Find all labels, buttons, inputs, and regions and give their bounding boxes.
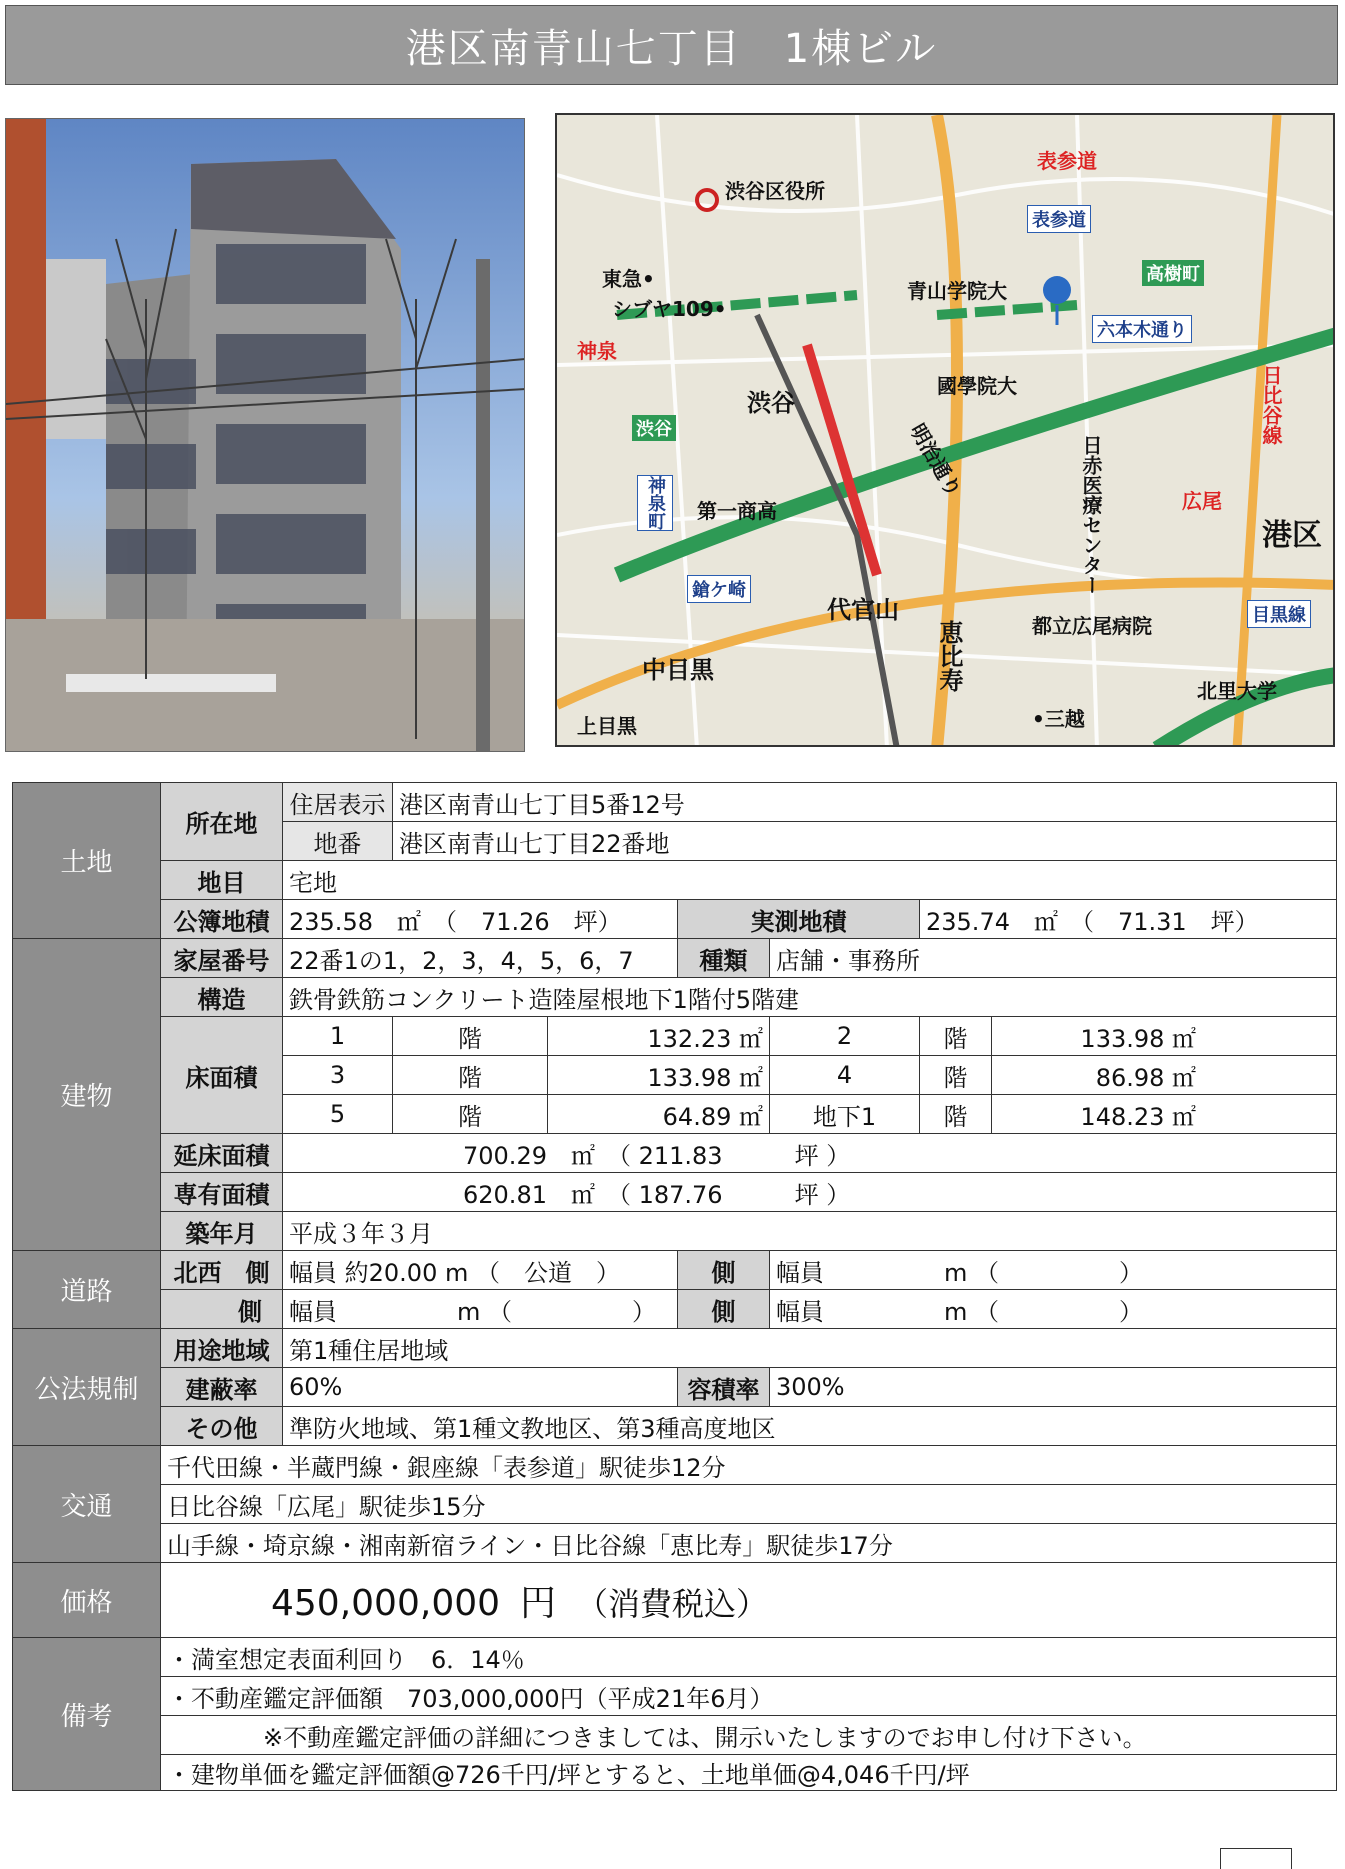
location-header: 所在地 <box>161 783 283 861</box>
table-row <box>13 1563 1337 1638</box>
residence-value: 港区南青山七丁目5番12号 <box>393 783 1337 822</box>
transport-line: 千代田線・半蔵門線・銀座線「表参道」駅徒歩12分 <box>161 1446 1337 1485</box>
remark-line: ・建物単価を鑑定評価額@726千円/坪とすると、土地単価@4,046千円/坪 <box>161 1755 1337 1791</box>
price-cell <box>161 1563 1337 1638</box>
table-row <box>13 1755 1337 1791</box>
exclusive-area-value: 620.81 ㎡ （ 187.76 坪 ） <box>283 1173 1337 1212</box>
table-row <box>13 1134 1337 1173</box>
floor-unit: 階 <box>393 1095 548 1134</box>
category-transport: 交通 <box>13 1446 161 1563</box>
map-label-omotesando-station: 表参道 <box>1037 149 1097 173</box>
transport-line: 山手線・埼京線・湘南新宿ライン・日比谷線「恵比寿」駅徒歩17分 <box>161 1524 1337 1563</box>
survey-area-label: 実測地積 <box>678 900 920 939</box>
map-label-kamayazaki: 鎗ケ崎 <box>687 575 751 603</box>
lot-label: 地番 <box>283 822 393 861</box>
map-label-kitasato: 北里大学 <box>1197 679 1277 703</box>
map-label-meguro-line: 目黒線 <box>1247 600 1311 628</box>
kind-label: 種類 <box>678 939 770 978</box>
table-row <box>13 1290 1337 1329</box>
remark-line: ※不動産鑑定評価の詳細につきましては、開示いたしますのでお申し付け下さい。 <box>161 1716 1337 1755</box>
floor-area: 132.23 ㎡ <box>548 1017 770 1056</box>
land-type-value: 宅地 <box>283 861 1337 900</box>
other-regulation-value: 準防火地域、第1種文教地区、第3種高度地区 <box>283 1407 1337 1446</box>
map-label-meiji-dori: 明治通り <box>905 419 967 501</box>
table-row <box>13 1638 1337 1677</box>
category-price: 価格 <box>13 1563 161 1638</box>
far-label: 容積率 <box>678 1368 770 1407</box>
remark-line: ・満室想定表面利回り 6．14％ <box>161 1638 1337 1677</box>
map-label-shinsencho: 神泉町 <box>637 475 673 531</box>
table-row <box>13 1485 1337 1524</box>
property-info-table <box>12 782 1337 1791</box>
house-no-value: 22番1の1，2，3，4，5，6，7 <box>283 939 678 978</box>
floor-area: 148.23 ㎡ <box>992 1095 1337 1134</box>
road-side: 北西 側 <box>161 1251 283 1290</box>
price-amount: 450,000,000 <box>271 1582 501 1624</box>
floor-number: 地下1 <box>770 1095 920 1134</box>
map-label-roppongi-dori: 六本木通り <box>1092 315 1192 343</box>
land-type-label: 地目 <box>161 861 283 900</box>
floor-area: 86.98 ㎡ <box>992 1056 1337 1095</box>
floor-unit: 階 <box>393 1056 548 1095</box>
map-label-omotesando: 表参道 <box>1027 205 1091 233</box>
table-row <box>13 1677 1337 1716</box>
map-label-kamimeguro: 上目黒 <box>577 714 637 738</box>
page-title: 港区南青山七丁目 1棟ビル <box>405 25 938 72</box>
table-row <box>13 978 1337 1017</box>
floor-area-label: 床面積 <box>161 1017 283 1134</box>
map-label-daiichi-shoko: 第一商高 <box>697 499 777 523</box>
map-label-hiroo: 広尾 <box>1182 489 1222 513</box>
table-row <box>13 939 1337 978</box>
floor-area: 133.98 ㎡ <box>992 1017 1337 1056</box>
registry-area-label: 公簿地積 <box>161 900 283 939</box>
floor-unit: 階 <box>920 1056 992 1095</box>
map-label-nisseki: 日赤医療センター <box>1079 435 1103 595</box>
category-regulation: 公法規制 <box>13 1329 161 1446</box>
map-label-mitsukoshi: •三越 <box>1032 707 1085 731</box>
far-value: 300% <box>770 1368 1337 1407</box>
exclusive-area-label: 専有面積 <box>161 1173 283 1212</box>
location-map <box>555 113 1335 747</box>
survey-area-value: 235.74 ㎡ （ 71.31 坪） <box>920 900 1337 939</box>
map-label-toritsu-hiroo: 都立広尾病院 <box>1032 614 1152 638</box>
remark-line: ・不動産鑑定評価額 703,000,000円（平成21年6月） <box>161 1677 1337 1716</box>
floor-number: 4 <box>770 1056 920 1095</box>
price-unit: 円 <box>520 1582 557 1624</box>
floor-area: 133.98 ㎡ <box>548 1056 770 1095</box>
table-row <box>13 783 1337 822</box>
building-photo-illustration <box>6 119 525 752</box>
map-label-ebisu: 恵比寿 <box>935 620 963 692</box>
page-corner-tab <box>1220 1848 1292 1869</box>
road-width: 幅員 m （ ） <box>770 1251 1337 1290</box>
table-row <box>13 1446 1337 1485</box>
table-row <box>13 1407 1337 1446</box>
table-row <box>13 1329 1337 1368</box>
map-label-daikanyama: 代官山 <box>827 596 899 624</box>
road-width: 幅員 約20.00 m （ 公道 ） <box>283 1251 678 1290</box>
kind-value: 店舗・事務所 <box>770 939 1337 978</box>
zone-value: 第1種住居地域 <box>283 1329 1337 1368</box>
map-label-shibuya-station: 渋谷 <box>747 389 795 417</box>
table-row <box>13 1212 1337 1251</box>
table-row <box>13 861 1337 900</box>
total-floor-label: 延床面積 <box>161 1134 283 1173</box>
floor-area: 64.89 ㎡ <box>548 1095 770 1134</box>
road-width: 幅員 m （ ） <box>283 1290 678 1329</box>
other-regulation-label: その他 <box>161 1407 283 1446</box>
map-label-tokyu: 東急• <box>602 267 655 291</box>
map-label-kokugakuin: 國學院大 <box>937 374 1017 398</box>
map-label-takagicho: 高樹町 <box>1142 260 1204 286</box>
table-row <box>13 1017 1337 1056</box>
table-row <box>13 1716 1337 1755</box>
table-row <box>13 900 1337 939</box>
category-remarks: 備考 <box>13 1638 161 1791</box>
lot-value: 港区南青山七丁目22番地 <box>393 822 1337 861</box>
map-label-minato-ku: 港区 <box>1262 518 1322 553</box>
structure-value: 鉄骨鉄筋コンクリート造陸屋根地下1階付5階建 <box>283 978 1337 1017</box>
residence-label: 住居表示 <box>283 783 393 822</box>
building-photo <box>5 118 525 752</box>
table-row <box>13 1368 1337 1407</box>
map-label-shinsen: 神泉 <box>577 339 617 363</box>
floor-unit: 階 <box>393 1017 548 1056</box>
table-row <box>13 1251 1337 1290</box>
title-bar <box>5 5 1338 85</box>
price-tax-note: （消費税込） <box>576 1584 769 1623</box>
road-width: 幅員 m （ ） <box>770 1290 1337 1329</box>
total-floor-value: 700.29 ㎡ （ 211.83 坪 ） <box>283 1134 1337 1173</box>
bcr-value: 60% <box>283 1368 678 1407</box>
house-no-label: 家屋番号 <box>161 939 283 978</box>
floor-number: 2 <box>770 1017 920 1056</box>
registry-area-value: 235.58 ㎡ （ 71.26 坪） <box>283 900 678 939</box>
road-side: 側 <box>678 1251 770 1290</box>
map-label-shibuya109: シブヤ109• <box>612 297 727 321</box>
built-value: 平成３年３月 <box>283 1212 1337 1251</box>
zone-label: 用途地域 <box>161 1329 283 1368</box>
category-land: 土地 <box>13 783 161 939</box>
map-label-aoyama-gakuin: 青山学院大 <box>907 279 1007 303</box>
floor-unit: 階 <box>920 1017 992 1056</box>
bcr-label: 建蔽率 <box>161 1368 283 1407</box>
table-row <box>13 1524 1337 1563</box>
built-label: 築年月 <box>161 1212 283 1251</box>
map-label-hibiya-line: 日比谷線 <box>1259 365 1283 445</box>
category-building: 建物 <box>13 939 161 1251</box>
transport-line: 日比谷線「広尾」駅徒歩15分 <box>161 1485 1337 1524</box>
road-side: 側 <box>161 1290 283 1329</box>
floor-unit: 階 <box>920 1095 992 1134</box>
floor-number: 1 <box>283 1017 393 1056</box>
category-road: 道路 <box>13 1251 161 1329</box>
map-label-shibuya-ward-office: 渋谷区役所 <box>725 179 825 203</box>
structure-label: 構造 <box>161 978 283 1017</box>
table-row <box>13 1173 1337 1212</box>
map-label-nakameguro: 中目黒 <box>642 656 714 684</box>
floor-number: 5 <box>283 1095 393 1134</box>
floor-number: 3 <box>283 1056 393 1095</box>
road-side: 側 <box>678 1290 770 1329</box>
map-label-shibuya-route: 渋谷 <box>632 415 676 441</box>
